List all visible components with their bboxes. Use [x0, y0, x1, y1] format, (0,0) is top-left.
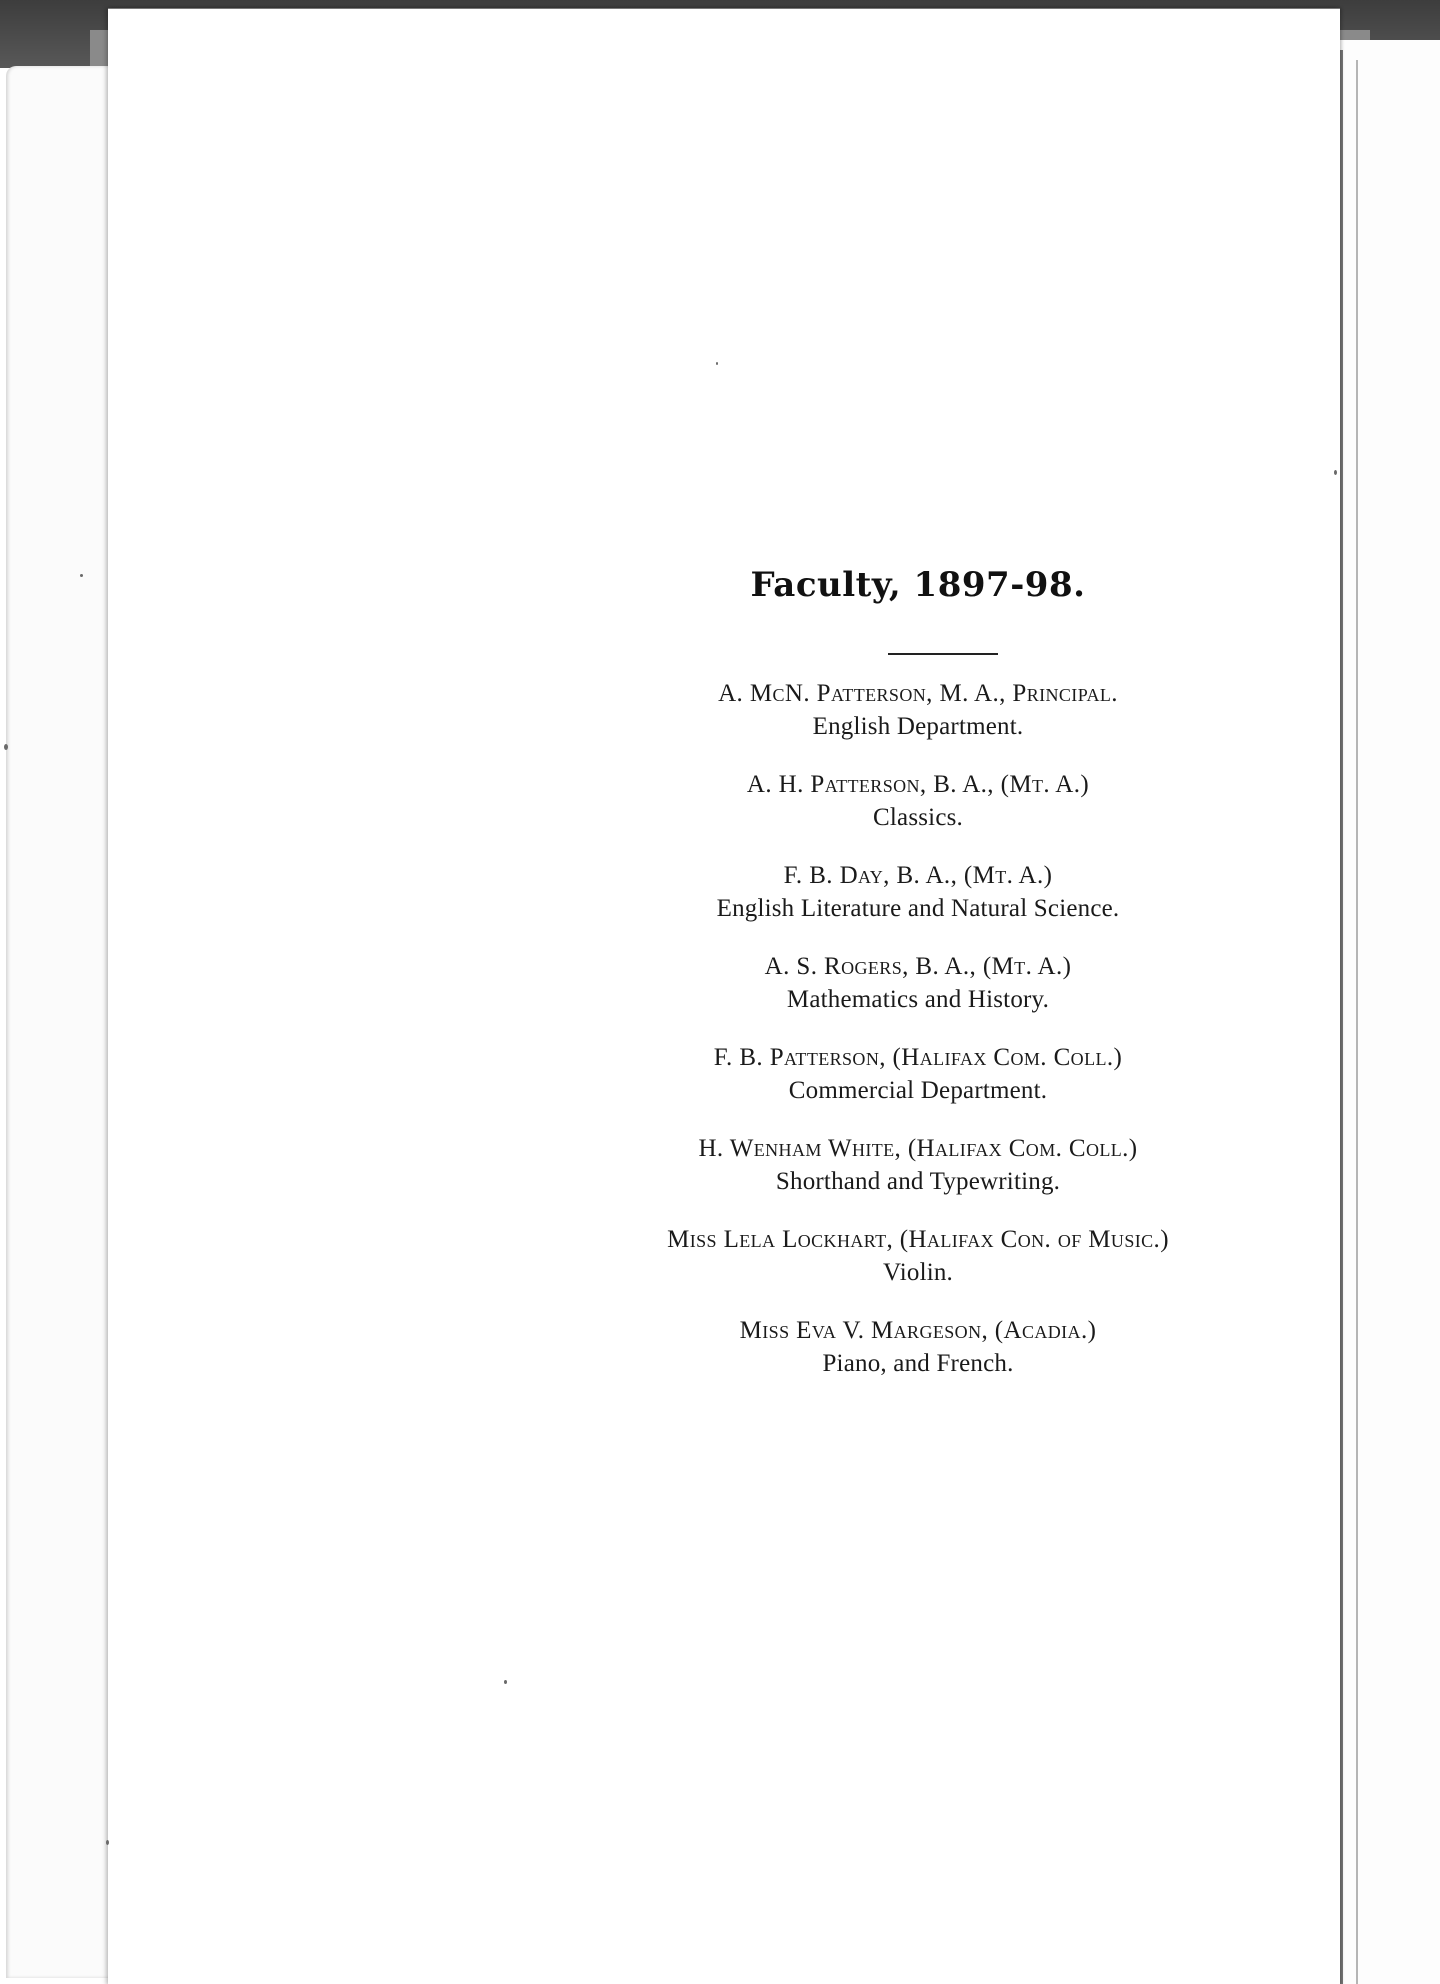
faculty-name: H. Wenham White, (Halifax Com. Coll.)	[698, 1135, 1138, 1162]
page-right-edge	[1338, 40, 1440, 1984]
scan-speck	[504, 1680, 507, 1684]
page-edge-line	[1340, 50, 1343, 1984]
faculty-name: A. McN. Patterson, M. A., Principal.	[718, 680, 1118, 707]
faculty-entry	[578, 1223, 1258, 1289]
faculty-entry	[578, 950, 1258, 1016]
title-rule	[888, 653, 998, 655]
faculty-name: A. H. Patterson, B. A., (Mt. A.)	[746, 771, 1090, 798]
faculty-entry	[578, 1132, 1258, 1198]
scan-speck	[106, 1840, 109, 1845]
faculty-department: English Department.	[812, 713, 1024, 740]
faculty-name: Miss Eva V. Margeson, (Acadia.)	[739, 1317, 1097, 1344]
faculty-name: Miss Lela Lockhart, (Halifax Con. of Music.)	[667, 1226, 1169, 1253]
faculty-department: Classics.	[873, 804, 963, 831]
faculty-department: Shorthand and Typewriting.	[775, 1168, 1061, 1195]
faculty-name: F. B. Patterson, (Halifax Com. Coll.)	[713, 1044, 1123, 1071]
faculty-department: Piano, and French.	[822, 1350, 1014, 1377]
faculty-entry	[578, 768, 1258, 834]
scan-speck	[1334, 470, 1337, 475]
page-title: Faculty, 1897-98.	[750, 565, 1086, 605]
faculty-entry	[578, 1041, 1258, 1107]
document-page	[108, 8, 1340, 1984]
faculty-department: English Literature and Natural Science.	[716, 895, 1120, 922]
faculty-department: Violin.	[882, 1259, 954, 1286]
faculty-entry	[578, 859, 1258, 925]
faculty-entry	[578, 1314, 1258, 1380]
faculty-department: Commercial Department.	[788, 1077, 1048, 1104]
faculty-list	[578, 677, 1258, 1405]
scan-speck	[716, 362, 718, 365]
scan-speck	[80, 574, 83, 577]
faculty-name: A. S. Rogers, B. A., (Mt. A.)	[764, 953, 1072, 980]
faculty-name: F. B. Day, B. A., (Mt. A.)	[783, 862, 1053, 889]
faculty-entry	[578, 677, 1258, 743]
faculty-department: Mathematics and History.	[786, 986, 1050, 1013]
page-edge-line	[1356, 60, 1358, 1984]
scan-speck	[4, 744, 8, 750]
